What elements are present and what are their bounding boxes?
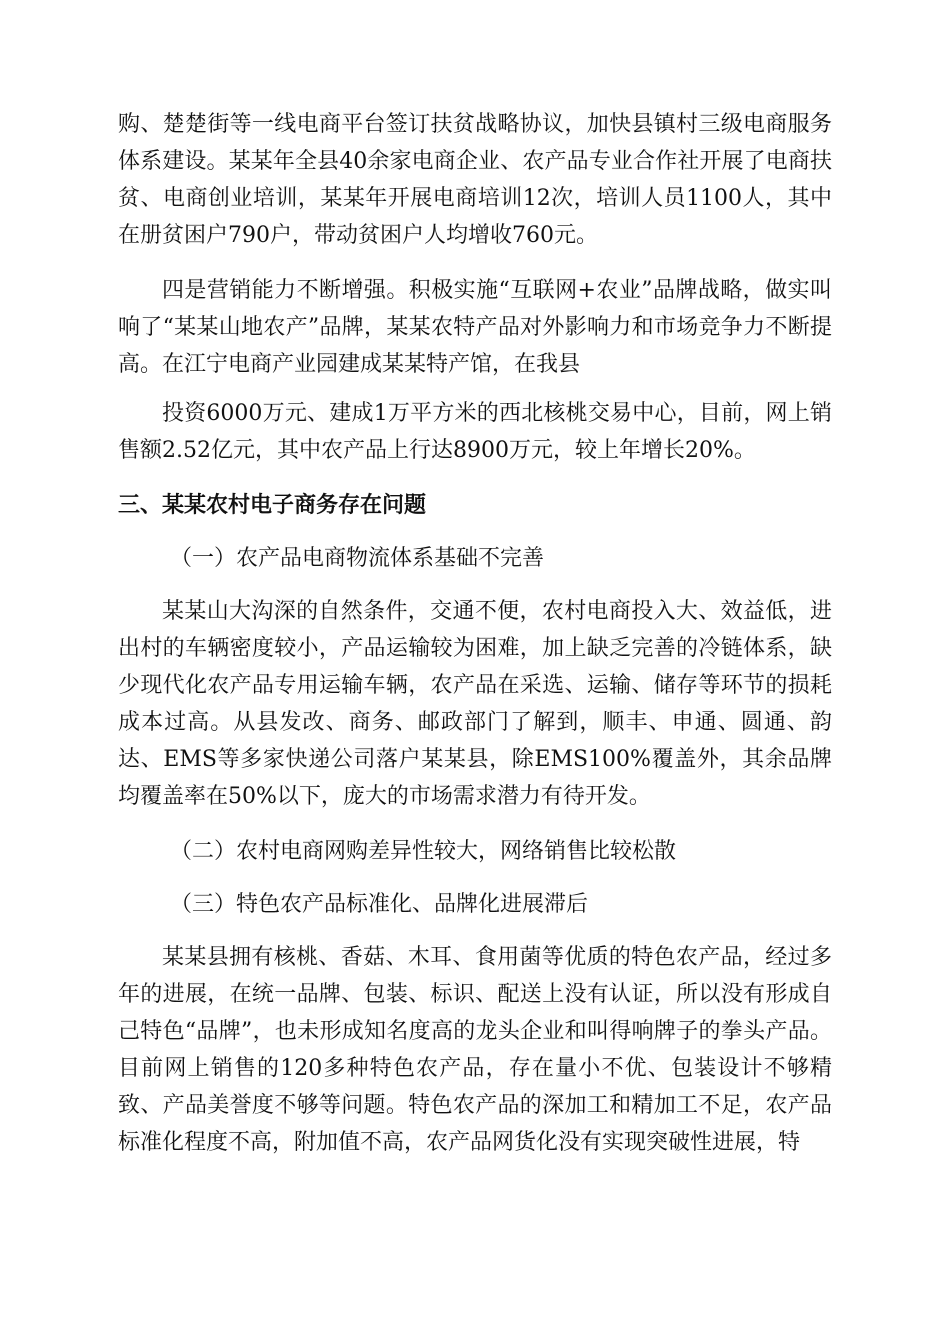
paragraph-marketing: 四是营销能力不断增强。积极实施“互联网+农业”品牌战略，做实叫响了“某某山地农产”品牌，某某农特产品对外影响力和市场竞争力不断提高。在江宁电商产业园建成某某特产馆，在我县 — [118, 278, 832, 377]
subheading-online-shopping: （二）农村电商网购差异性较大，网络销售比较松散 — [170, 839, 677, 864]
subheading-logistics: （一）农产品电商物流体系基础不完善 — [170, 546, 545, 571]
paragraph-investment: 投资6000万元、建成1万平方米的西北核桃交易中心，目前，网上销售额2.52亿元，其中农产品上行达8900万元，较上年增长20%。 — [118, 401, 832, 463]
document-page — [118, 106, 832, 1179]
paragraph-products: 某某县拥有核桃、香菇、木耳、食用菌等优质的特色农产品，经过多年的进展，在统一品牌、包装、标识、配送上没有认证，所以没有形成自己特色“品牌”，也未形成知名度高的龙头企业和叫得响牌子的拳头产品。目前网上销售的120多种特色农产品，存在量小不优、包装设计不够精致、产品美誉度不够等问题。特色农产品的深加工和精加工不足，农产品标准化程度不高，附加值不高，农产品网货化没有实现突破性进展，特 — [118, 945, 832, 1155]
subheading-standardization: （三）特色农产品标准化、品牌化进展滞后 — [170, 892, 589, 917]
section-heading-problems: 三、某某农村电子商务存在问题 — [118, 493, 427, 518]
paragraph-ecommerce-poverty: 购、楚楚街等一线电商平台签订扶贫战略协议，加快县镇村三级电商服务体系建设。某某年全县40余家电商企业、农产品专业合作社开展了电商扶贫、电商创业培训，某某年开展电商培训12次，培训人员1100人，其中在册贫困户790户，带动贫困户人均增收760元。 — [118, 112, 832, 248]
paragraph-logistics: 某某山大沟深的自然条件，交通不便，农村电商投入大、效益低，进出村的车辆密度较小，产品运输较为困难，加上缺乏完善的冷链体系，缺少现代化农产品专用运输车辆，农产品在采选、运输、储存等环节的损耗成本过高。从县发改、商务、邮政部门了解到，顺丰、申通、圆通、韵达、EMS等多家快递公司落户某某县，除EMS100%覆盖外，其余品牌均覆盖率在50%以下，庞大的市场需求潜力有待开发。 — [118, 599, 832, 809]
